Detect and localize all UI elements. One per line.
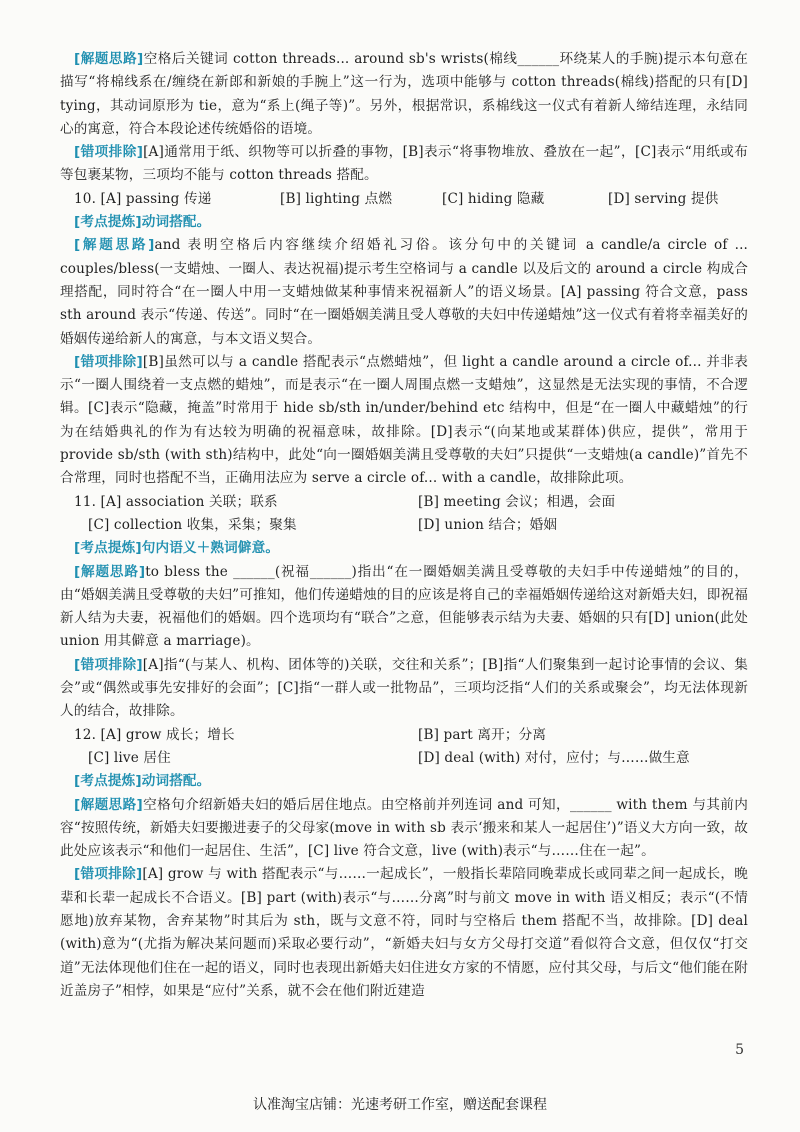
- option-a: 11. [A] association 关联；联系: [74, 493, 278, 510]
- option-b: [B] part 离开；分离: [418, 726, 547, 743]
- analysis-tag: [解题思路]: [74, 796, 143, 813]
- question-10-options: [60, 188, 748, 211]
- option-d: [D] serving 提供: [608, 190, 719, 207]
- point-paragraph-q10: [60, 211, 748, 234]
- page-number: 5: [735, 1042, 744, 1058]
- point-tag: [考点提炼]: [74, 214, 142, 231]
- question-11-options-row2: [60, 514, 748, 537]
- exclusion-tag: [错项排除]: [74, 866, 143, 883]
- analysis-tag: [解题思路]: [74, 51, 144, 67]
- point-paragraph-q12: [60, 770, 748, 793]
- exclusion-paragraph-q12: [60, 863, 748, 1003]
- option-b: [B] lighting 点燃: [280, 190, 393, 207]
- point-tag: [考点提炼]: [74, 773, 142, 790]
- exclusion-text: [A] grow 与 with 搭配表示“与……一起成长”，一般指长辈陪同晚辈成长或同辈之间一起成长，晚辈和长辈一起成长不合语义。[B] part (with)表示“与……分离”时与前文 move in with 语义相反；表示“(不情愿地)放弃某物，舍弃某物”时其后为 sth，既与文意不符，同时与空格后 them 搭配不当，故排除。[D] deal (with)意为“(尤指为解决某问题而)采取必要行动”，“新婚夫妇与女方父母打交道”看似符合文意，但仅仅“打交道”无法体现他们住在一起的语义，同时也表现出新婚夫妇住进女方家的不情愿，应付其父母，与后文“他们能在附近盖房子”相悖，如果是“应付”关系，就不会在他们附近建造: [60, 866, 748, 999]
- exclusion-tag: [错项排除]: [74, 353, 143, 370]
- option-d: [D] deal (with) 对付，应付；与……做生意: [418, 749, 690, 766]
- analysis-text: 空格后关键词 cotton threads... around sb's wrists(棉线______环绕某人的手腕)提示本句意在描写“将棉线系在/缠绕在新郎和新娘的手腕上”这一行为，选项中能够与 cotton threads(棉线)搭配的只有[D] tying，其动词原形为 tie，意为“系上(绳子等)”。另外，根据常识，系棉线这一仪式有着新人缔结连理，永结同心的寓意，符合本段论述传统婚俗的语境。: [60, 51, 748, 137]
- point-text: 动词搭配。: [141, 773, 211, 790]
- exclusion-text: [A]指“(与某人、机构、团体等的)关联，交往和关系”；[B]指“人们聚集到一起讨论事情的会议、集会”或“偶然或事先安排好的会面”；[C]指“一群人或一批物品”，三项均泛指“人们的关系或聚会”，均无法体现新人的结合，故排除。: [60, 656, 748, 720]
- point-paragraph-q11: [60, 537, 748, 560]
- analysis-paragraph-q9: [60, 48, 748, 141]
- exclusion-text: [B]虽然可以与 a candle 搭配表示“点燃蜡烛”，但 light a candle around a circle of... 并非表示“一圈人围绕着一支点燃的蜡烛”，而是表示“在一圈人周围点燃一支蜡烛”，这显然是无法实现的事情，不合逻辑。[C]表示“隐藏，掩盖”时常用于 hide sb/sth in/under/behind etc 结构中，但是“在一圈人中藏蜡烛”的行为在结婚典礼的作为有达较为明确的祝福意味，故排除。[D]表示“(向某地或某群体)供应，提供”，常用于 provide sb/sth (with sth)结构中，此处“向一圈婚姻美满且受尊敬的夫妇”只提供“一支蜡烛(a candle)”首先不合常理，同时也搭配不当，正确用法应为 serve a circle of... with a candle，故排除此项。: [60, 353, 748, 487]
- option-d: [D] union 结合；婚姻: [418, 516, 558, 533]
- point-tag: [考点提炼]: [74, 540, 142, 557]
- exclusion-tag: [错项排除]: [74, 656, 143, 673]
- point-text: 动词搭配。: [141, 214, 211, 231]
- exclusion-paragraph-q9: [60, 141, 748, 188]
- exclusion-paragraph-q10: [60, 351, 748, 491]
- option-c: [C] hiding 隐藏: [442, 190, 545, 207]
- analysis-paragraph-q11: [60, 561, 748, 654]
- analysis-text: and 表明空格后内容继续介绍婚礼习俗。该分句中的关键词 a candle/a circle of ... couples/bless(一支蜡烛、一圈人、表达祝福)提示考生空格词与 a candle 以及后文的 around a circle 构成合理搭配，同时符合“在一圈人中用一支蜡烛做某种事情来祝福新人”的语义场景。[A] passing 符合文意，pass sth around 表示“传递、传送”。同时“在一圈婚姻美满且受人尊敬的夫妇中传递蜡烛”这一仪式有着将幸福美好的婚姻传递给新人的寓意，与本文语义契合。: [60, 237, 749, 347]
- option-c: [C] live 居住: [88, 749, 171, 766]
- exclusion-text: [A]通常用于纸、织物等可以折叠的事物，[B]表示“将事物堆放、叠放在一起”，[C]表示“用纸或布等包裹某物，三项均不能与 cotton threads 搭配。: [60, 144, 748, 184]
- option-a: 10. [A] passing 传递: [74, 190, 212, 207]
- question-12-options-row2: [60, 747, 748, 770]
- document-body: [60, 48, 748, 1003]
- analysis-paragraph-q10: [60, 234, 748, 350]
- option-a: 12. [A] grow 成长；增长: [74, 726, 235, 743]
- question-11-options-row1: [60, 491, 748, 514]
- analysis-tag: [解题思路]: [74, 237, 155, 254]
- point-text: 句内语义＋熟词僻意。: [141, 540, 280, 557]
- exclusion-tag: [错项排除]: [74, 144, 144, 161]
- footer-note: 认准淘宝店铺：光速考研工作室，赠送配套课程: [253, 1097, 547, 1113]
- analysis-text: to bless the ______(祝福______)指出“在一圈婚姻美满且受尊敬的夫妇手中传递蜡烛”的目的，由“婚姻美满且受尊敬的夫妇”可推知，他们传递蜡烛的目的应该是将自己的幸福婚姻传递给这对新婚夫妇，即祝福新人结为夫妻，祝福他们的婚姻。四个选项均有“联合”之意，但能够表示结为夫妻、婚姻的只有[D] union(此处 union 用其僻意 a marriage)。: [60, 563, 748, 650]
- analysis-tag: [解题思路]: [74, 563, 146, 580]
- analysis-paragraph-q12: [60, 794, 748, 864]
- exclusion-paragraph-q11: [60, 654, 748, 724]
- option-b: [B] meeting 会议；相遇，会面: [418, 493, 616, 510]
- analysis-text: 空格句介绍新婚夫妇的婚后居住地点。由空格前并列连词 and 可知，______ with them 与其前内容“按照传统，新婚夫妇要搬进妻子的父母家(move in with sb 表示‘搬来和某人一起居住’)”语义大方向一致，故此处应该表示“和他们一起居住、生活”，[C] live 符合文意，live (with)表示“与……住在一起”。: [60, 796, 749, 860]
- option-c: [C] collection 收集，采集；聚集: [88, 516, 297, 533]
- question-12-options-row1: [60, 724, 748, 747]
